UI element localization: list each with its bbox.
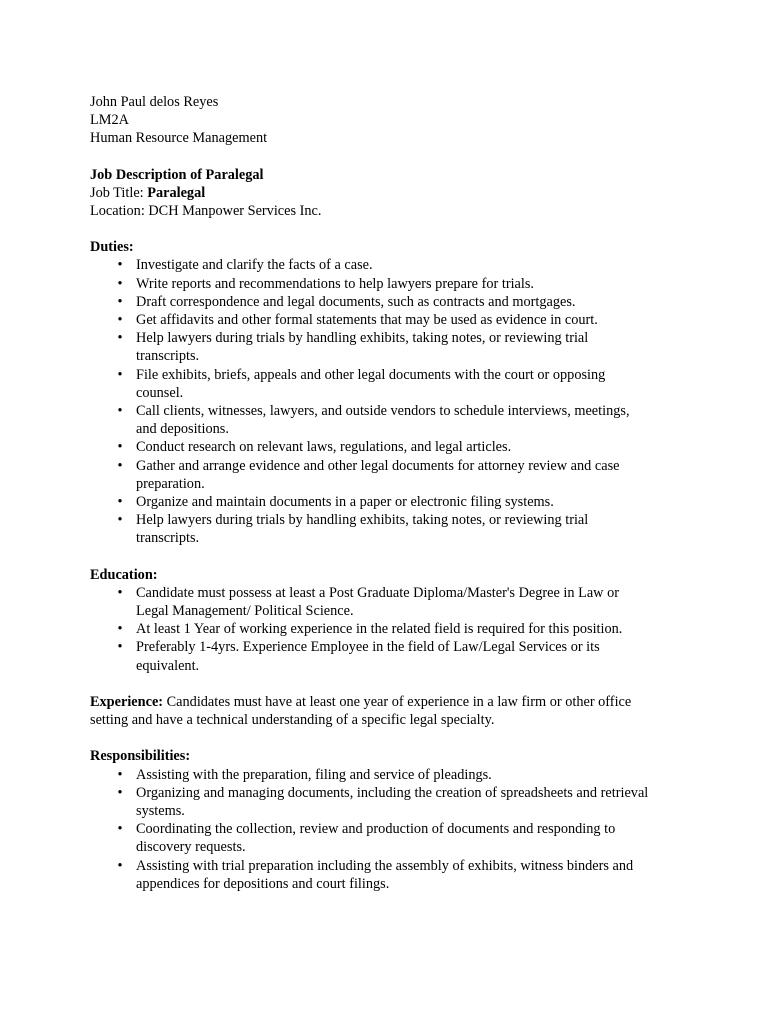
list-item-text: Investigate and clarify the facts of a case. [136, 257, 373, 274]
author-name: John Paul delos Reyes [90, 94, 219, 110]
duties-list [90, 256, 690, 547]
list-item [90, 275, 690, 293]
education-heading: Education: [90, 566, 158, 583]
list-item [90, 402, 690, 438]
job-title-label: Job Title: [90, 184, 144, 201]
document-content [90, 93, 690, 893]
responsibilities-list [90, 766, 690, 893]
experience-text-line-1: Candidates must have at least one year of experience in a law firm or other office [163, 693, 632, 710]
list-item-text: systems. [136, 802, 185, 819]
list-item [90, 820, 690, 856]
bullet-icon: • [117, 330, 123, 347]
list-item [90, 438, 690, 456]
list-item [90, 784, 690, 820]
list-item-text: and depositions. [136, 421, 229, 438]
job-title-value: Paralegal [147, 184, 206, 201]
list-item [90, 457, 690, 493]
list-item-text: File exhibits, briefs, appeals and other legal documents with the court or opposing [136, 366, 606, 383]
list-item-text: At least 1 Year of working experience in the related field is required for this position. [136, 621, 623, 638]
bullet-icon: • [117, 857, 123, 874]
education-list [90, 584, 690, 675]
list-item [90, 766, 690, 784]
list-item [90, 493, 690, 511]
bullet-icon: • [117, 312, 123, 329]
list-item-text: Assisting with the preparation, filing and service of pleadings. [136, 766, 492, 783]
location-line: Location: DCH Manpower Services Inc. [90, 203, 322, 220]
bullet-icon: • [117, 494, 123, 511]
list-item-text: Call clients, witnesses, lawyers, and outside vendors to schedule interviews, meetings, [136, 403, 630, 420]
bullet-icon: • [117, 275, 123, 292]
list-item-text: equivalent. [136, 657, 200, 674]
list-item-text: Get affidavits and other formal statements that may be used as evidence in court. [136, 312, 598, 329]
list-item-text: Help lawyers during trials by handling exhibits, taking notes, or reviewing trial [136, 512, 589, 529]
list-item [90, 620, 690, 638]
responsibilities-heading: Responsibilities: [90, 748, 191, 765]
duties-heading: Duties: [90, 239, 134, 256]
bullet-icon: • [117, 766, 123, 783]
list-item-text: Candidate must possess at least a Post Graduate Diploma/Master's Degree in Law or [136, 584, 619, 601]
experience-text-line-2: setting and have a technical understanding of a specific legal specialty. [90, 712, 495, 729]
bullet-icon: • [117, 366, 123, 383]
list-item-text: counsel. [136, 384, 184, 401]
list-item-text: discovery requests. [136, 839, 246, 856]
list-item-text: Assisting with trial preparation including the assembly of exhibits, witness binders and [136, 857, 634, 874]
experience-paragraph [90, 693, 690, 711]
class-section: LM2A [90, 112, 129, 129]
list-item [90, 311, 690, 329]
bullet-icon: • [117, 439, 123, 456]
list-item-text: Legal Management/ Political Science. [136, 603, 354, 620]
list-item [90, 293, 690, 311]
list-item-text: Help lawyers during trials by handling exhibits, taking notes, or reviewing trial [136, 330, 589, 347]
list-item-text: Organizing and managing documents, including the creation of spreadsheets and retrieval [136, 784, 649, 801]
list-item-text: Preferably 1-4yrs. Experience Employee in the field of Law/Legal Services or its [136, 639, 600, 656]
list-item-text: preparation. [136, 475, 205, 492]
list-item [90, 256, 690, 274]
bullet-icon: • [117, 784, 123, 801]
list-item-text: Conduct research on relevant laws, regulations, and legal articles. [136, 439, 512, 456]
experience-label: Experience: [90, 693, 164, 710]
course-name: Human Resource Management [90, 130, 268, 147]
bullet-icon: • [117, 403, 123, 420]
list-item-text: transcripts. [136, 348, 200, 365]
bullet-icon: • [117, 293, 123, 310]
list-item-text: Draft correspondence and legal documents, such as contracts and mortgages. [136, 293, 576, 310]
job-title-line [90, 184, 690, 202]
list-item-text: appendices for depositions and court filings. [136, 875, 390, 892]
list-item [90, 366, 690, 402]
list-item-text: Organize and maintain documents in a paper or electronic filing systems. [136, 494, 554, 511]
list-item-text: Coordinating the collection, review and production of documents and responding to [136, 821, 616, 838]
list-item [90, 857, 690, 893]
bullet-icon: • [117, 621, 123, 638]
bullet-icon: • [117, 639, 123, 656]
bullet-icon: • [117, 457, 123, 474]
list-item [90, 511, 690, 547]
list-item [90, 584, 690, 620]
bullet-icon: • [117, 584, 123, 601]
list-item [90, 638, 690, 674]
job-description-heading: Job Description of Paralegal [90, 166, 264, 183]
list-item [90, 329, 690, 365]
bullet-icon: • [117, 257, 123, 274]
bullet-icon: • [117, 821, 123, 838]
list-item-text: Gather and arrange evidence and other legal documents for attorney review and case [136, 457, 620, 474]
bullet-icon: • [117, 512, 123, 529]
list-item-text: Write reports and recommendations to help lawyers prepare for trials. [136, 275, 535, 292]
list-item-text: transcripts. [136, 530, 200, 547]
